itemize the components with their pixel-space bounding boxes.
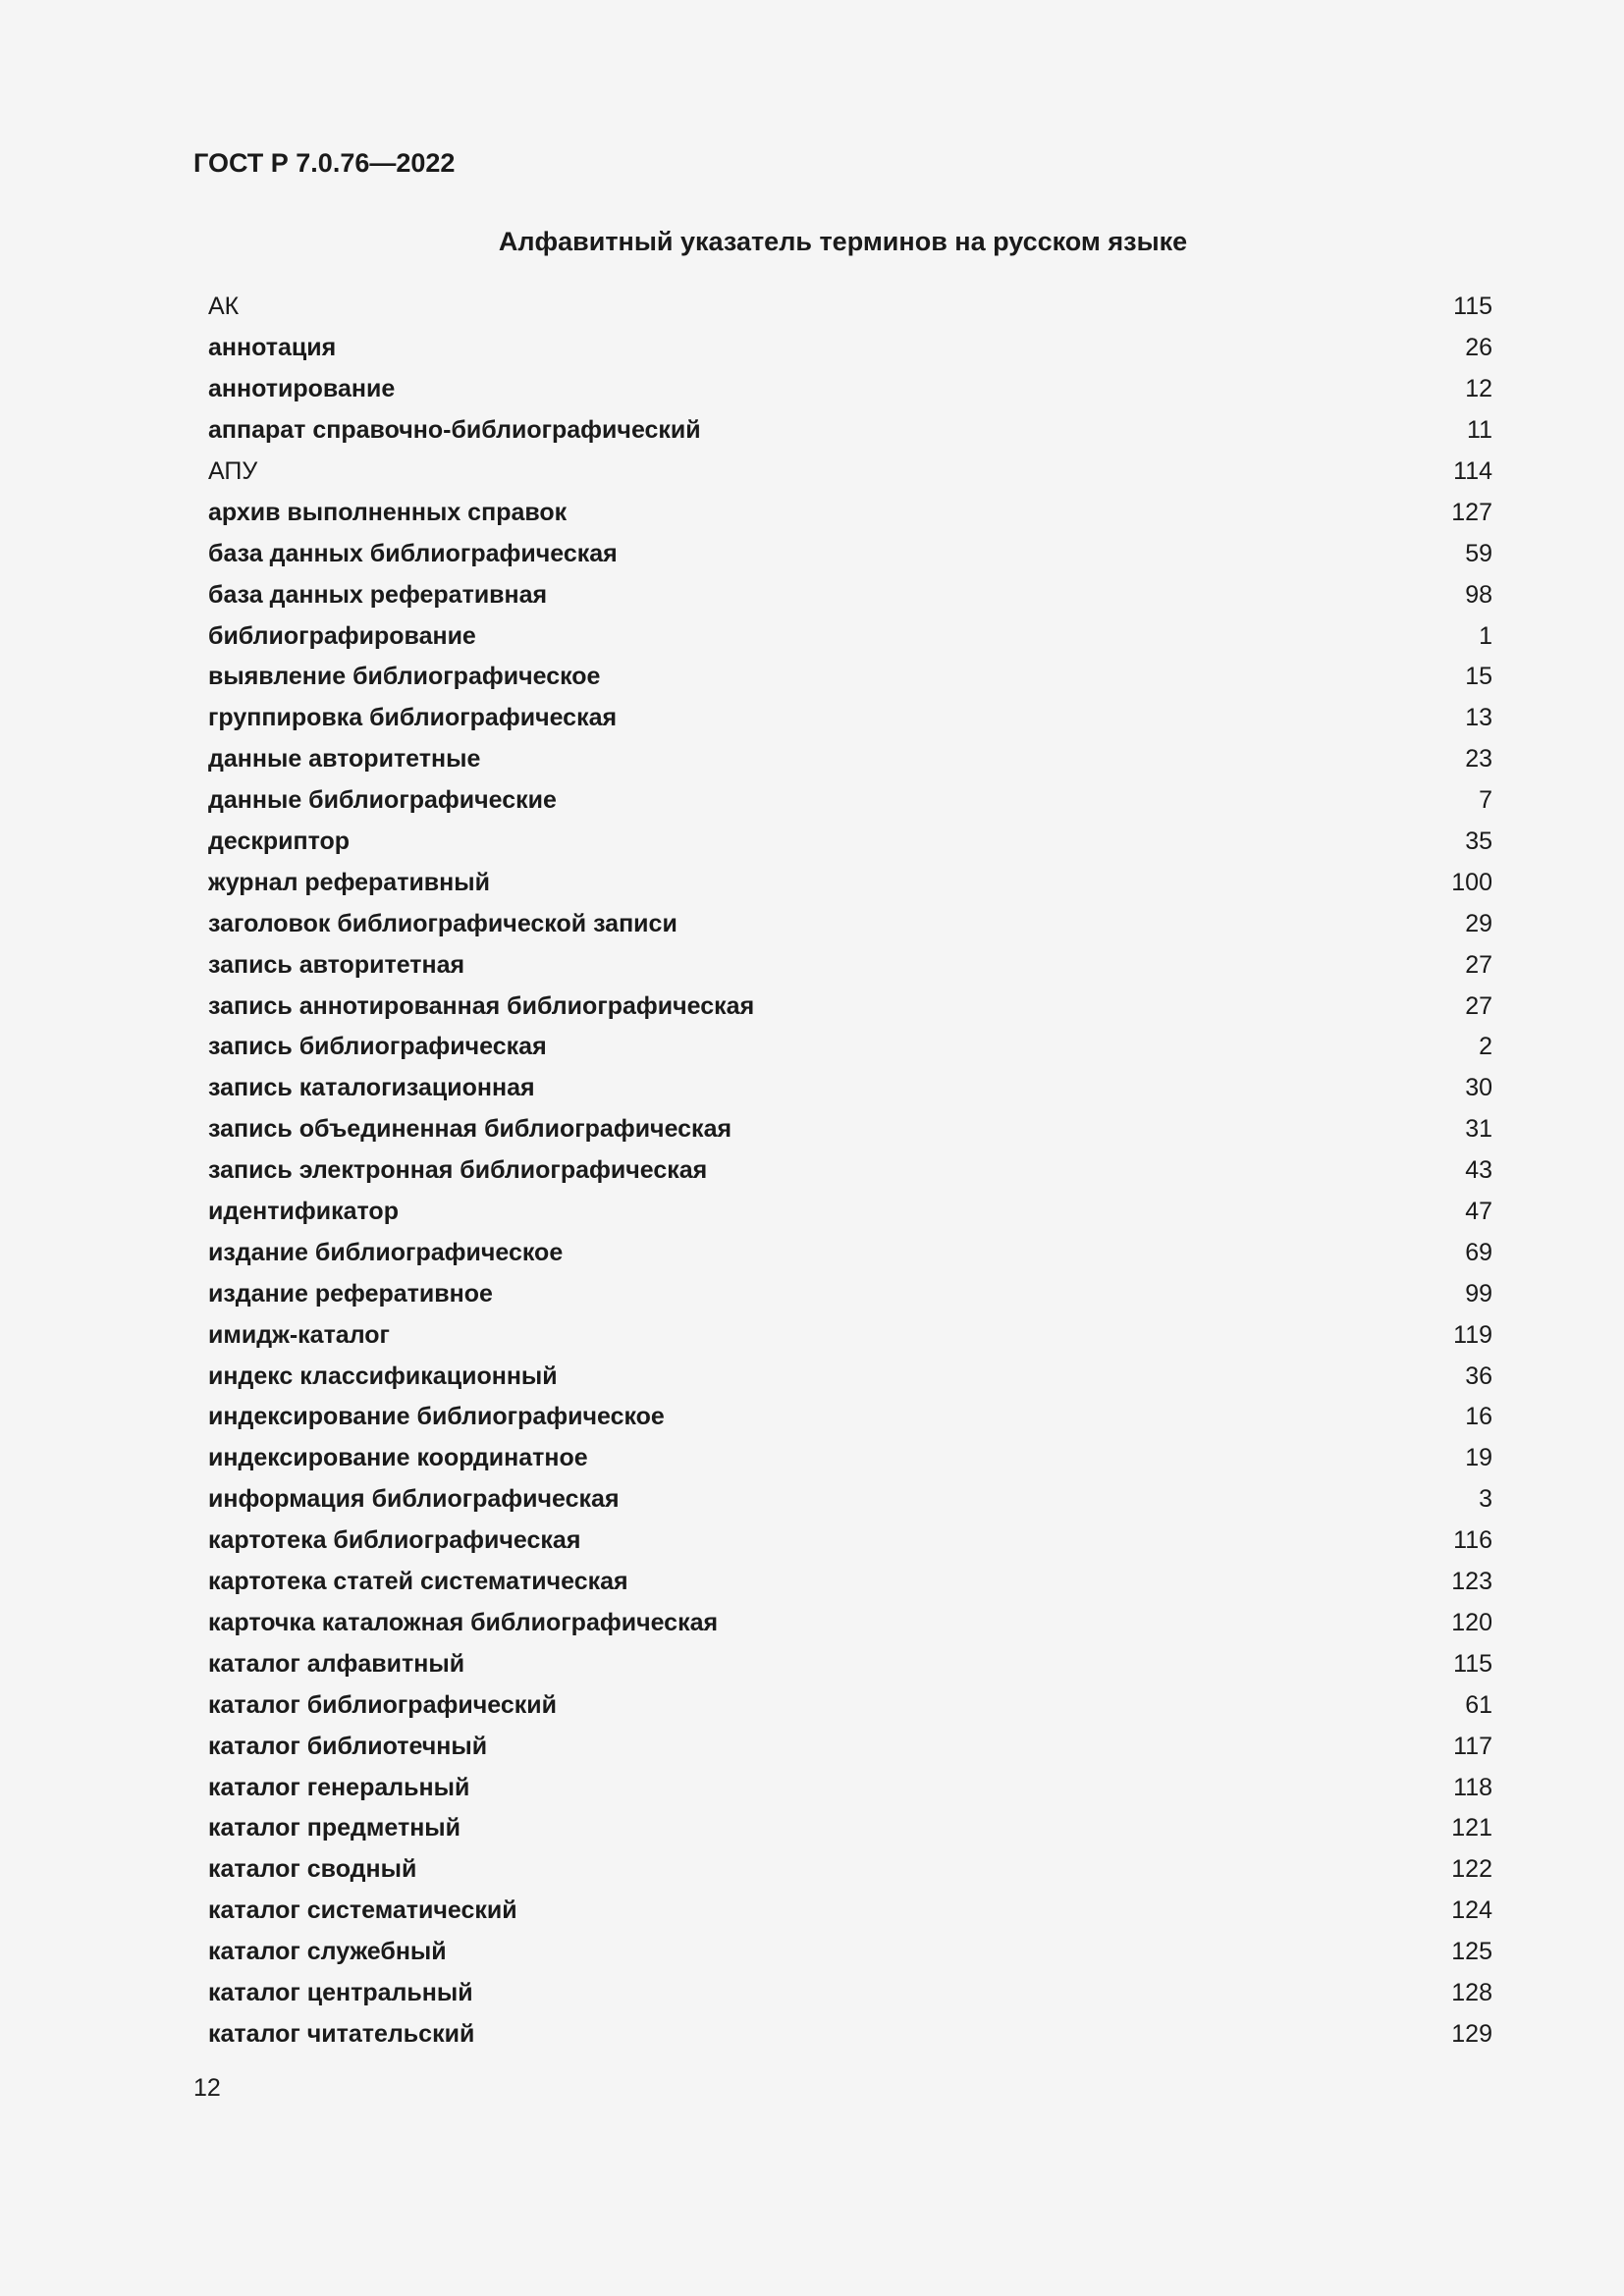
page-number: 12 bbox=[193, 2074, 221, 2102]
index-term-number: 43 bbox=[1465, 1156, 1492, 1185]
index-entry bbox=[208, 822, 1492, 863]
index-term: заголовок библиографической записи bbox=[208, 909, 677, 937]
index-term: данные библиографические bbox=[208, 786, 557, 815]
index-term: идентификатор bbox=[208, 1198, 399, 1226]
index-term: картотека статей систематическая bbox=[208, 1568, 628, 1596]
index-term: архив выполненных справок bbox=[208, 498, 568, 526]
index-term-number: 7 bbox=[1479, 786, 1492, 815]
index-term-number: 15 bbox=[1465, 663, 1492, 691]
index-term-number: 128 bbox=[1451, 1978, 1492, 2006]
index-term: каталог генеральный bbox=[208, 1773, 470, 1801]
index-term: каталог систематический bbox=[208, 1896, 517, 1925]
index-term-number: 19 bbox=[1465, 1444, 1492, 1472]
index-term-number: 29 bbox=[1465, 909, 1492, 937]
index-entry bbox=[208, 1932, 1492, 1973]
index-entry bbox=[208, 1273, 1492, 1314]
index-term-number: 124 bbox=[1451, 1896, 1492, 1925]
index-term-number: 61 bbox=[1465, 1690, 1492, 1719]
index-term-number: 115 bbox=[1453, 1649, 1492, 1678]
index-term-number: 12 bbox=[1465, 375, 1492, 403]
index-term-number: 115 bbox=[1453, 293, 1492, 321]
index-entry bbox=[208, 1068, 1492, 1109]
index-entry bbox=[208, 739, 1492, 780]
index-term: каталог читательский bbox=[208, 2019, 475, 2048]
term-index-list bbox=[208, 287, 1492, 2055]
index-entry bbox=[208, 986, 1492, 1027]
index-entry bbox=[208, 1891, 1492, 1932]
index-term: информация библиографическая bbox=[208, 1485, 620, 1514]
index-entry bbox=[208, 1684, 1492, 1726]
index-term: данные авторитетные bbox=[208, 745, 481, 774]
index-term: АК bbox=[208, 293, 240, 321]
index-term-number: 26 bbox=[1465, 334, 1492, 362]
index-term-number: 27 bbox=[1465, 950, 1492, 979]
index-term-number: 47 bbox=[1465, 1198, 1492, 1226]
index-term: аннотация bbox=[208, 334, 337, 362]
index-term: база данных библиографическая bbox=[208, 539, 618, 567]
index-term: запись авторитетная bbox=[208, 950, 465, 979]
index-term: каталог сводный bbox=[208, 1855, 417, 1884]
index-term: запись аннотированная библиографическая bbox=[208, 991, 755, 1020]
index-term-number: 121 bbox=[1451, 1814, 1492, 1842]
index-term: картотека библиографическая bbox=[208, 1526, 581, 1555]
index-term: выявление библиографическое bbox=[208, 663, 601, 691]
index-term: каталог центральный bbox=[208, 1978, 473, 2006]
index-entry bbox=[208, 1314, 1492, 1356]
index-term-number: 122 bbox=[1451, 1855, 1492, 1884]
index-term-number: 2 bbox=[1479, 1033, 1492, 1061]
index-entry bbox=[208, 780, 1492, 822]
index-term: дескриптор bbox=[208, 828, 351, 856]
index-entry bbox=[208, 1438, 1492, 1479]
index-entry bbox=[208, 862, 1492, 903]
index-term: запись электронная библиографическая bbox=[208, 1156, 708, 1185]
index-entry bbox=[208, 574, 1492, 615]
index-term: каталог библиотечный bbox=[208, 1732, 488, 1760]
index-term-number: 31 bbox=[1465, 1115, 1492, 1144]
index-term-number: 1 bbox=[1479, 621, 1492, 650]
index-term-number: 125 bbox=[1451, 1938, 1492, 1966]
index-term-number: 16 bbox=[1465, 1403, 1492, 1431]
index-term: аппарат справочно-библиографический bbox=[208, 416, 701, 445]
index-term: индексирование координатное bbox=[208, 1444, 588, 1472]
index-term: АПУ bbox=[208, 457, 258, 485]
index-term-number: 11 bbox=[1467, 416, 1492, 445]
index-term-number: 36 bbox=[1465, 1362, 1492, 1390]
index-term: база данных реферативная bbox=[208, 580, 548, 609]
index-term: каталог библиографический bbox=[208, 1690, 557, 1719]
index-entry bbox=[208, 1973, 1492, 2014]
index-term: карточка каталожная библиографическая bbox=[208, 1608, 719, 1636]
index-title: Алфавитный указатель терминов на русском языке bbox=[498, 227, 1188, 256]
index-entry bbox=[208, 492, 1492, 533]
index-term-number: 69 bbox=[1465, 1238, 1492, 1266]
index-term: каталог служебный bbox=[208, 1938, 447, 1966]
index-term: индексирование библиографическое bbox=[208, 1403, 665, 1431]
index-entry bbox=[208, 944, 1492, 986]
index-term-number: 123 bbox=[1451, 1568, 1492, 1596]
index-entry bbox=[208, 615, 1492, 657]
index-entry bbox=[208, 1397, 1492, 1438]
index-entry bbox=[208, 287, 1492, 328]
index-term-number: 119 bbox=[1453, 1320, 1492, 1349]
index-term-number: 114 bbox=[1453, 457, 1492, 485]
index-term-number: 30 bbox=[1465, 1074, 1492, 1102]
index-term-number: 98 bbox=[1465, 580, 1492, 609]
index-term-number: 27 bbox=[1465, 991, 1492, 1020]
index-entry bbox=[208, 1027, 1492, 1068]
index-term: аннотирование bbox=[208, 375, 396, 403]
index-entry bbox=[208, 533, 1492, 574]
index-term-number: 35 bbox=[1465, 828, 1492, 856]
index-term: каталог алфавитный bbox=[208, 1649, 465, 1678]
index-entry bbox=[208, 1562, 1492, 1603]
index-entry bbox=[208, 1232, 1492, 1273]
index-term-number: 116 bbox=[1453, 1526, 1492, 1555]
index-entry bbox=[208, 452, 1492, 493]
index-term: индекс классификационный bbox=[208, 1362, 558, 1390]
document-header: ГОСТ Р 7.0.76—2022 bbox=[193, 148, 456, 178]
index-term-number: 120 bbox=[1451, 1608, 1492, 1636]
index-term: издание библиографическое bbox=[208, 1238, 564, 1266]
index-term: запись каталогизационная bbox=[208, 1074, 535, 1102]
index-term-number: 118 bbox=[1453, 1773, 1492, 1801]
index-entry bbox=[208, 1192, 1492, 1233]
index-term: издание реферативное bbox=[208, 1279, 493, 1308]
index-entry bbox=[208, 1767, 1492, 1808]
index-term-number: 99 bbox=[1465, 1279, 1492, 1308]
index-term: запись объединенная библиографическая bbox=[208, 1115, 732, 1144]
index-entry bbox=[208, 1849, 1492, 1891]
index-entry bbox=[208, 1808, 1492, 1849]
index-term-number: 13 bbox=[1465, 704, 1492, 732]
index-term-number: 127 bbox=[1451, 498, 1492, 526]
index-term-number: 59 bbox=[1465, 539, 1492, 567]
index-entry bbox=[208, 1603, 1492, 1644]
index-entry bbox=[208, 410, 1492, 452]
index-term: группировка библиографическая bbox=[208, 704, 618, 732]
index-entry bbox=[208, 1356, 1492, 1397]
index-entry bbox=[208, 1109, 1492, 1150]
index-term: журнал реферативный bbox=[208, 868, 490, 896]
index-term: библиографирование bbox=[208, 621, 476, 650]
index-entry bbox=[208, 1479, 1492, 1521]
index-entry bbox=[208, 369, 1492, 410]
index-term-number: 3 bbox=[1479, 1485, 1492, 1514]
index-entry bbox=[208, 1150, 1492, 1192]
index-entry bbox=[208, 698, 1492, 739]
index-term: каталог предметный bbox=[208, 1814, 461, 1842]
index-entry bbox=[208, 2013, 1492, 2055]
index-entry bbox=[208, 903, 1492, 944]
index-entry bbox=[208, 1726, 1492, 1767]
index-term-number: 117 bbox=[1453, 1732, 1492, 1760]
index-entry bbox=[208, 1521, 1492, 1562]
index-term: запись библиографическая bbox=[208, 1033, 547, 1061]
index-term: имидж-каталог bbox=[208, 1320, 390, 1349]
index-entry bbox=[208, 1643, 1492, 1684]
index-entry bbox=[208, 657, 1492, 698]
index-term-number: 23 bbox=[1465, 745, 1492, 774]
index-term-number: 129 bbox=[1451, 2019, 1492, 2048]
index-term-number: 100 bbox=[1451, 868, 1492, 896]
index-entry bbox=[208, 328, 1492, 369]
